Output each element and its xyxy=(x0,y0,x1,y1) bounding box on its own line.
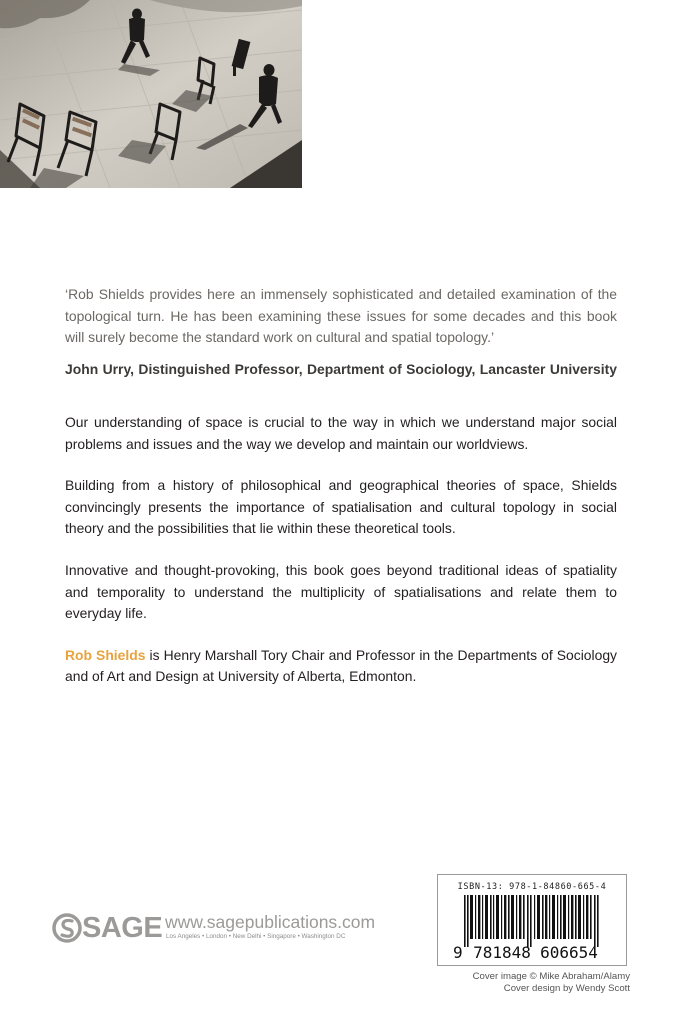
publisher-cities: Los Angeles • London • New Delhi • Singapore • Washington DC xyxy=(166,933,346,940)
cover-credits xyxy=(440,971,630,996)
publisher-url[interactable]: www.sagepublications.com xyxy=(165,912,376,932)
cover-design-credit: Cover design by Wendy Scott xyxy=(503,983,630,995)
blurb-paragraph-3: Innovative and thought-provoking, this book goes beyond traditional ideas of spatiality and temporality to understand the multiplicity of spatialisations and relate them to everyday life. xyxy=(65,561,617,622)
endorsement xyxy=(65,284,617,378)
author-bio xyxy=(65,645,617,688)
cover-photo xyxy=(0,0,302,188)
endorsement-quote: ‘Rob Shields provides here an immensely sophisticated and detailed examination of the topological turn. He has been examining these issues for some decades and this book will surely become the standard work on cultural and spatial topology.’ xyxy=(65,286,617,346)
plaza-photo-icon xyxy=(0,0,302,188)
ean-group-2: 606654 xyxy=(540,943,598,962)
author-name: Rob Shields xyxy=(65,646,146,663)
ean-group-1: 781848 xyxy=(473,943,531,962)
isbn-barcode xyxy=(437,874,627,966)
cover-image-credit: Cover image © Mike Abraham/Alamy xyxy=(472,971,630,982)
publisher-logo-text: SAGE xyxy=(82,912,163,944)
blurb-paragraph-2: Building from a history of philosophical and geographical theories of space, Shields convincingly presents the importance of spatialisation and cultural topology in social theory and the possibilities that lie within these theoretical tools. xyxy=(65,477,617,537)
author-bio-text: is Henry Marshall Tory Chair and Professor in the Departments of Sociology and of Art and Design at University of Alberta, Edmonton. xyxy=(65,646,618,685)
barcode-icon xyxy=(464,895,604,947)
endorsement-attribution: John Urry, Distinguished Professor, Department of Sociology, Lancaster University xyxy=(65,360,617,377)
ean-first-digit: 9 xyxy=(453,943,463,962)
blurb-paragraph-1: Our understanding of space is crucial to the way in which we understand major social problems and issues and the way we develop and maintain our worldviews. xyxy=(65,414,617,452)
back-cover-blurb xyxy=(65,412,617,708)
sage-logo-icon xyxy=(52,912,82,944)
publisher-block xyxy=(52,910,382,950)
isbn-label: ISBN-13: 978-1-84860-665-4 xyxy=(457,882,607,892)
